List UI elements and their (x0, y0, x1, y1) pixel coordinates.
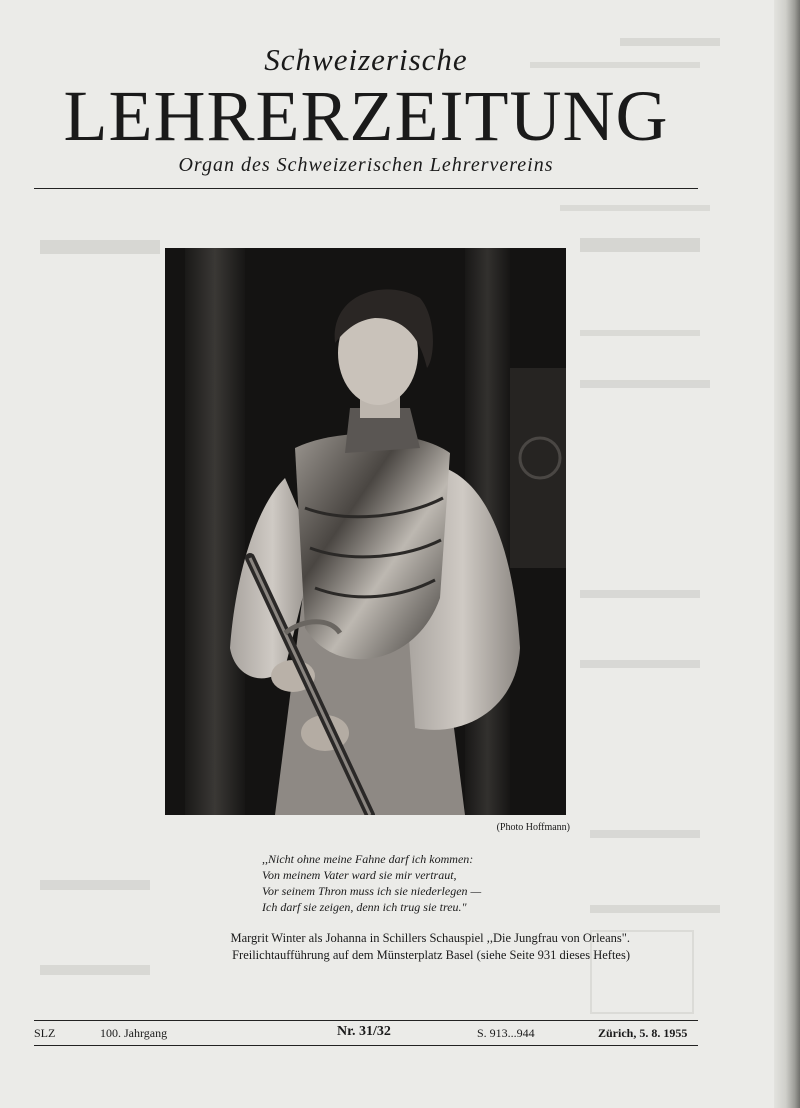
verse-quote (262, 851, 562, 915)
verse-line: ,,Nicht ohne meine Fahne darf ich kommen: (262, 852, 474, 866)
footer-pages: S. 913...944 (477, 1026, 535, 1040)
verse-line: Von meinem Vater ward sie mir vertraut, (262, 868, 457, 882)
footer-place-date: Zürich, 5. 8. 1955 (598, 1026, 688, 1040)
page-edge-shadow (774, 0, 800, 1108)
cover-photo (165, 248, 566, 815)
footer-rule-top (34, 1020, 698, 1021)
verse-line: Vor seinem Thron muss ich sie niederlegen — (262, 884, 482, 898)
header-rule (34, 188, 698, 189)
verse-line: Ich darf sie zeigen, denn ich trug sie treu." (262, 900, 467, 914)
caption-line: Margrit Winter als Johanna in Schillers Schauspiel ,,Die Jungfrau von Orleans". (230, 931, 630, 945)
journal-organ-subtitle: Organ des Schweizerischen Lehrervereins (178, 154, 554, 176)
footer-issue: Nr. 31/32 (337, 1024, 391, 1039)
caption-line: Freilichtaufführung auf dem Münsterplatz Basel (siehe Seite 931 dieses Heftes) (232, 948, 630, 962)
photo-credit: (Photo Hoffmann) (496, 822, 570, 833)
photo-illustration (165, 248, 566, 815)
footer-abbr: SLZ (34, 1026, 56, 1040)
journal-title: LEHRERZEITUNG (63, 76, 669, 156)
journal-pre-title: Schweizerische (264, 42, 468, 77)
photo-caption (110, 930, 630, 964)
footer-rule-bottom (34, 1045, 698, 1046)
footer-volume: 100. Jahrgang (100, 1026, 168, 1040)
